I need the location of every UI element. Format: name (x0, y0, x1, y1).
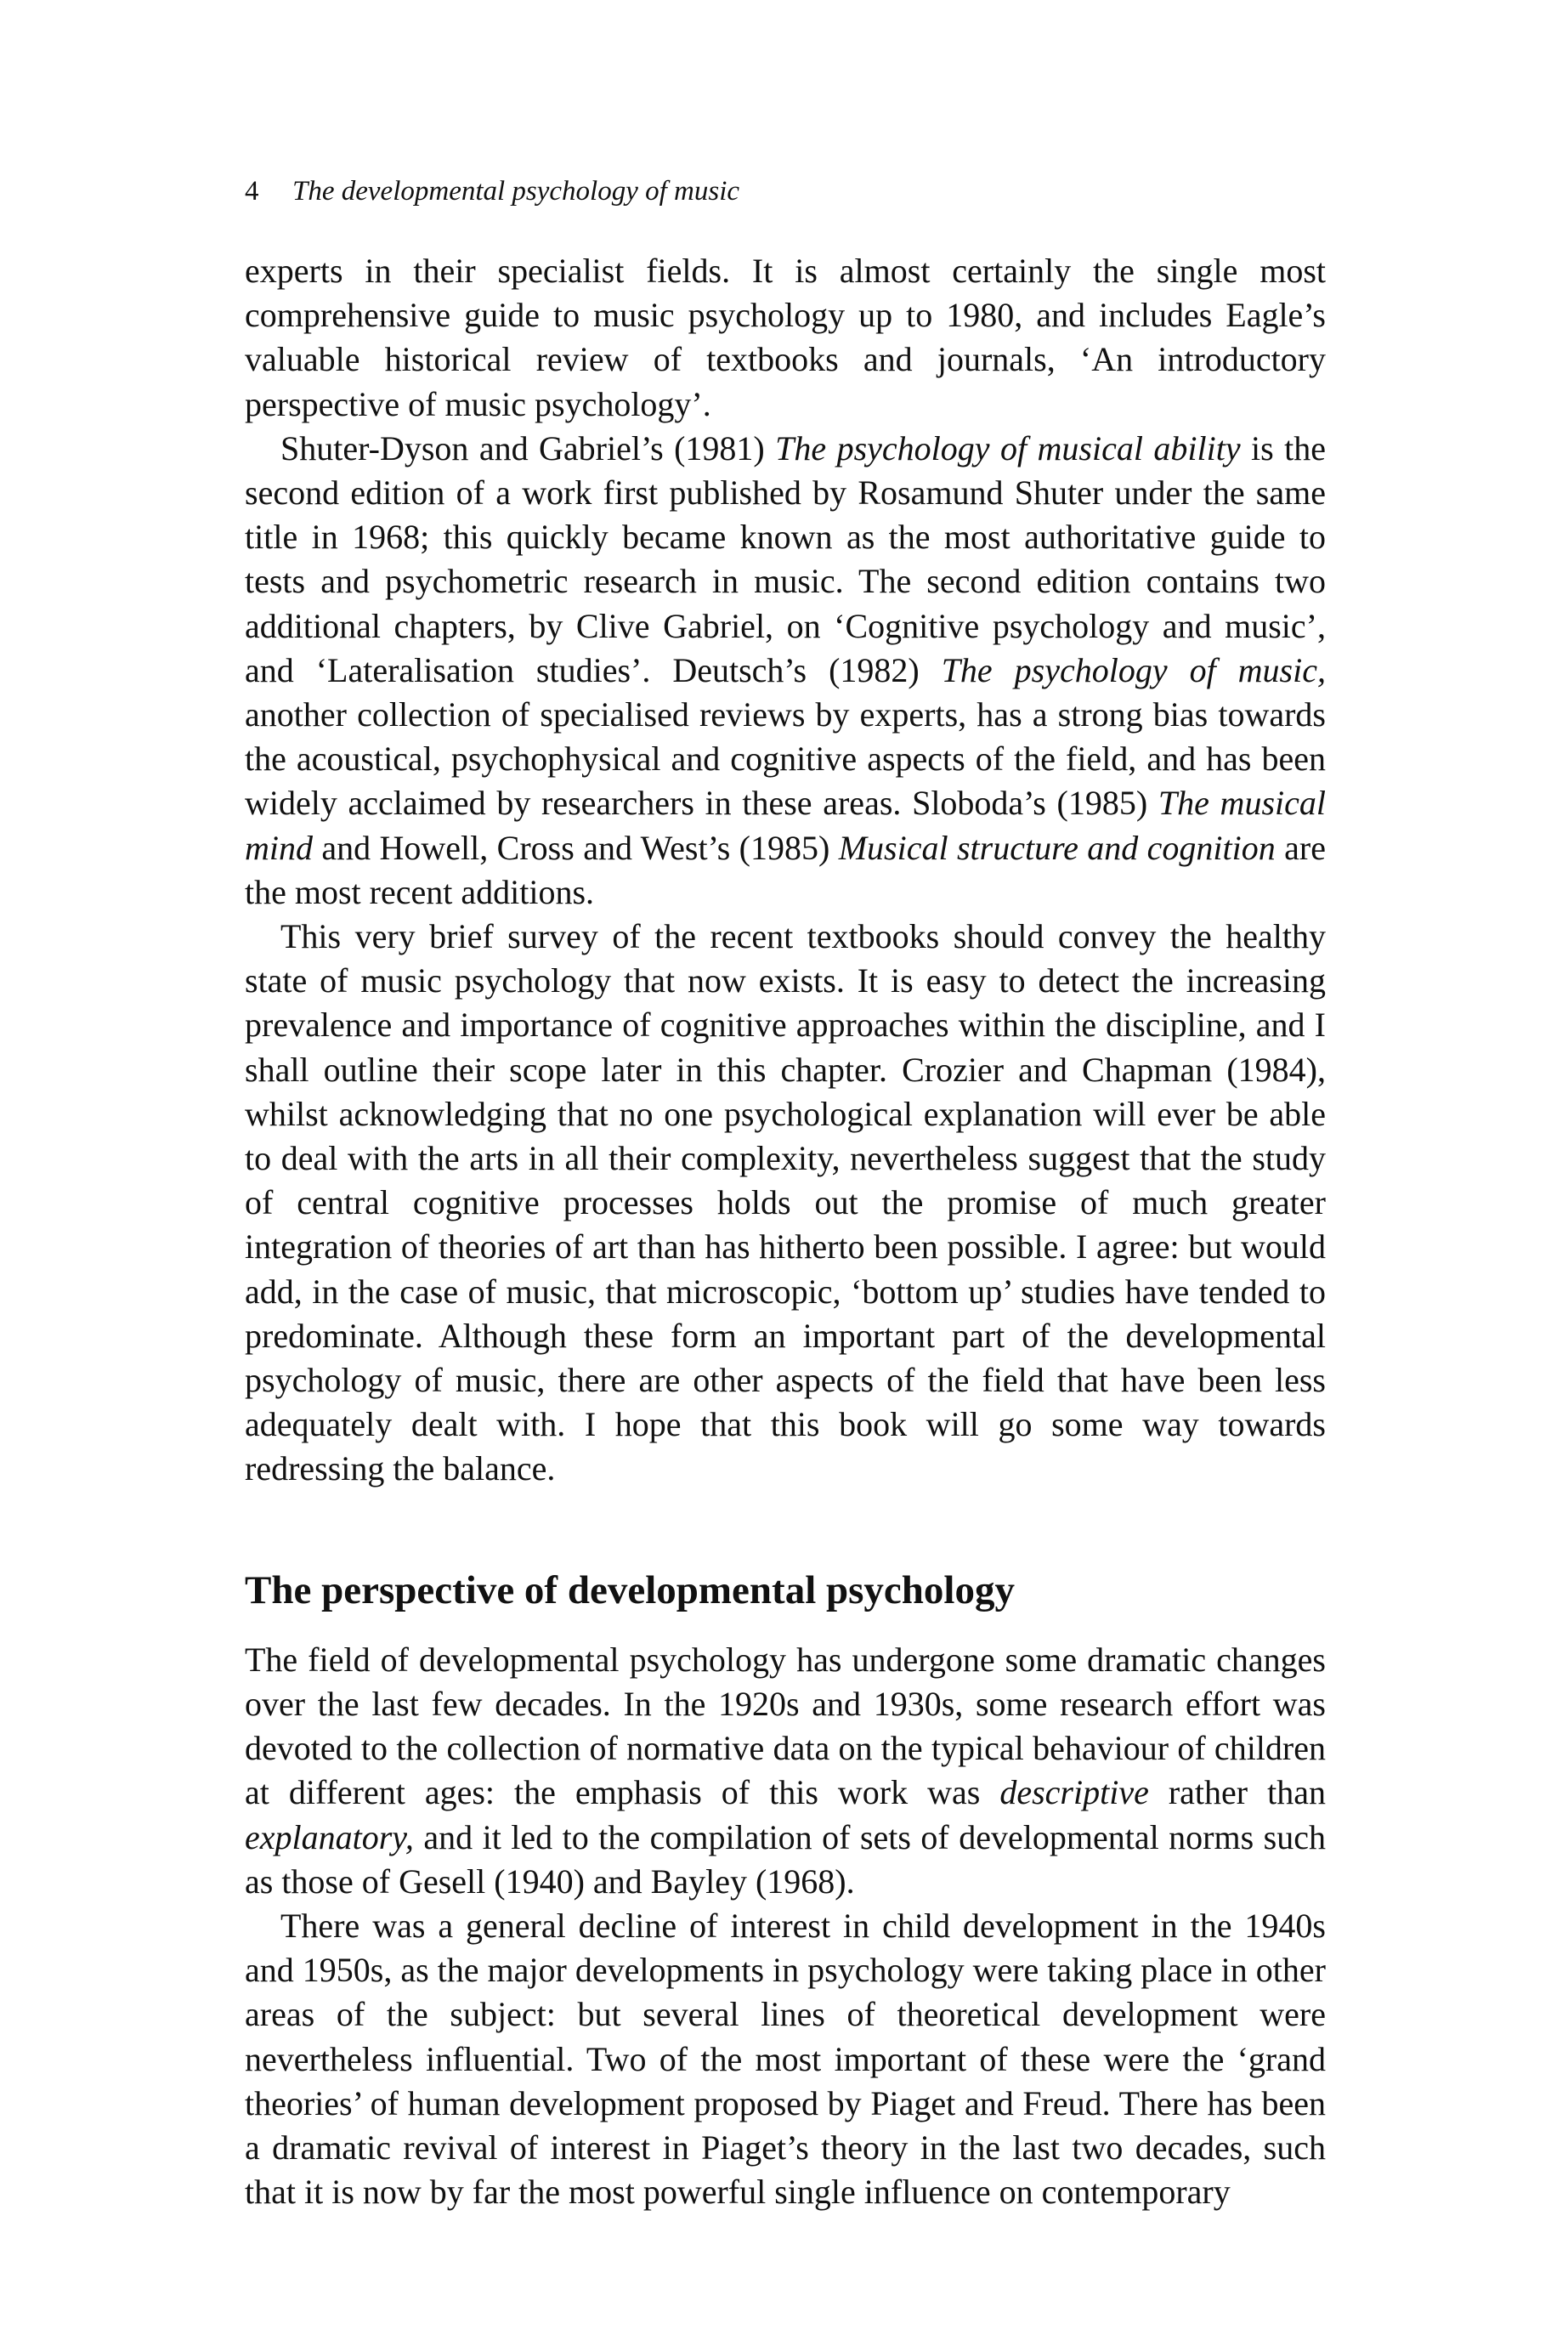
book-page (245, 174, 1326, 2214)
book-title: The psychology of music, (941, 650, 1326, 689)
running-title: The developmental psychology of music (292, 176, 740, 207)
emphasis: explanatory, (245, 1817, 414, 1856)
book-title: Musical structure and cognition (838, 828, 1276, 867)
paragraph-textbooks (245, 427, 1326, 915)
emphasis: descriptive (999, 1773, 1149, 1812)
text-run: and Howell, Cross and West’s (1985) (313, 828, 839, 867)
text-run: rather than (1148, 1773, 1326, 1812)
body-text (245, 249, 1326, 2214)
section-heading: The perspective of developmental psychology (245, 1567, 1015, 1612)
book-title: The psychology of musical ability (775, 428, 1241, 468)
text-run: Shuter-Dyson and Gabriel’s (1981) (280, 428, 776, 468)
paragraph-decline: There was a general decline of interest in child development in the 1940s and 1950s, as the major developments in psychology were taking place in other areas of the subject: but several lines of theoretical development were nevertheless influential. Two of the most important of these were the ‘grand theories’ of human development proposed by Piaget and Freud. There has been a dramatic revival of interest in Piaget’s theory in the last two decades, such that it is now by far the most powerful single influence on contemporary (245, 1906, 1326, 2212)
text-run: and it led to the compilation of sets of developmental norms such as those of Gesell (1940) and Bayley (1968). (245, 1817, 1326, 1901)
book-title: The musical mind (245, 784, 1326, 867)
text-run: are the most recent additions. (245, 828, 1326, 911)
running-header (245, 174, 1326, 208)
text-run: The field of developmental psychology has undergone some dramatic changes over the last few decades. In the 1920s and 1930s, some research effort was devoted to the collection of normative data on the typical behaviour of children at different ages: the emphasis of this work was (245, 1640, 1326, 1812)
paragraph-survey: This very brief survey of the recent textbooks should convey the healthy state of music psychology that now exists. It is easy to detect the increasing prevalence and importance of cognitive approaches within the discipline, and I shall outline their scope later in this chapter. Crozier and Chapman (1984), whilst acknowledging that no one psychological explanation will ever be able to deal with the arts in all their complexity, nevertheless suggest that the study of central cognitive processes holds out the promise of much greater integration of theories of art than has hitherto been possible. I agree: but would add, in the case of music, that microscopic, ‘bottom up’ studies have tended to predominate. Although these form an important part of the developmental psychology of music, there are other aspects of the field that have been less adequately dealt with. I hope that this book will go some way towards redressing the balance. (245, 917, 1326, 1488)
paragraph-field (245, 1638, 1326, 1904)
text-run: is the second edition of a work first published by Rosamund Shuter under the same title in 1968; this quickly became known as the most authoritative guide to tests and psychometric research in music. The second edition contains two additional chapters, by Clive Gabriel, on ‘Cognitive psychology and music’, and ‘Lateralisation studies’. Deutsch’s (1982) (245, 428, 1327, 689)
paragraph-continued: experts in their specialist fields. It is almost certainly the single most comprehensive guide to music psychology up to 1980, and includes Eagle’s valuable historical review of textbooks and journals, ‘An introductory perspective of music psychology’. (245, 252, 1326, 423)
text-run: another collection of specialised reviews by experts, has a strong bias towards the acoustical, psychophysical and cognitive aspects of the field, and has been widely acclaimed by researchers in these areas. Sloboda’s (1985) (245, 695, 1326, 823)
page-number: 4 (245, 176, 259, 207)
